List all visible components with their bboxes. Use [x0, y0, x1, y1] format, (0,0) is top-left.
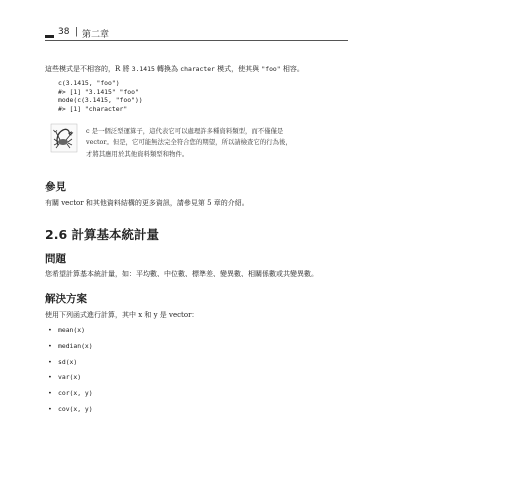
function-list — [48, 326, 93, 421]
see-also-heading: 參見 — [45, 181, 66, 193]
intro-code-str: "foo" — [261, 65, 281, 73]
chapter-name: 第二章 — [82, 30, 110, 40]
code-line: #> [1] "3.1415" "foo" — [58, 87, 139, 96]
bullet: • — [48, 341, 52, 350]
bullet: • — [48, 357, 52, 366]
tip-line: c 是一個泛型運算子，這代表它可以處理許多種資料類型，而不僅僅是 — [86, 127, 284, 135]
page-number: 38 — [58, 27, 70, 37]
function-name: var(x) — [58, 373, 82, 382]
list-item — [48, 405, 93, 421]
function-name: median(x) — [58, 341, 93, 350]
code-block — [58, 79, 143, 113]
list-item — [48, 326, 93, 342]
bullet: • — [48, 326, 52, 334]
intro-text-1: 這些模式是不相容的，R 將 — [45, 65, 132, 73]
solution-heading: 解決方案 — [45, 293, 87, 305]
code-line: c(3.1415, "foo") — [58, 79, 120, 87]
code-line: mode(c(3.1415, "foo")) — [58, 96, 143, 105]
code-line: #> [1] "character" — [58, 104, 128, 113]
scorpion-icon — [50, 123, 78, 153]
intro-code-num: 3.1415 — [131, 65, 155, 73]
bullet: • — [48, 404, 52, 413]
intro-text-3: 模式，使其與 — [214, 65, 262, 73]
book-page — [60, 0, 460, 500]
intro-code-mode: character — [180, 65, 215, 73]
bullet: • — [48, 389, 52, 398]
list-item — [48, 389, 93, 405]
function-name: mean(x) — [58, 326, 85, 334]
function-name: cov(x, y) — [58, 404, 93, 413]
function-name: sd(x) — [58, 357, 78, 366]
header-bar — [45, 35, 54, 38]
problem-text: 您希望計算基本統計量，如：平均數、中位數、標準差、變異數、相關係數或共變異數。 — [45, 270, 318, 278]
tip-line: 才將其應用於其他資料類型和物件。 — [86, 149, 189, 158]
list-item — [48, 373, 93, 389]
problem-heading: 問題 — [45, 253, 66, 265]
header-separator: | — [75, 27, 79, 37]
function-name: cor(x, y) — [58, 389, 93, 398]
section-title: 2.6 計算基本統計量 — [45, 227, 159, 242]
header-rule — [45, 40, 348, 41]
list-item — [48, 342, 93, 358]
list-item — [48, 358, 93, 374]
tip-note — [86, 126, 292, 160]
intro-text-4: 相容。 — [280, 65, 304, 73]
tip-line: vector。但是，它可能無法完全符合您的期望，所以請檢查它的行為後， — [86, 138, 292, 147]
bullet: • — [48, 373, 52, 382]
intro-text-2: 轉換為 — [154, 65, 181, 73]
solution-text: 使用下列函式進行計算，其中 x 和 y 是 vector： — [45, 311, 199, 319]
see-also-text: 有關 vector 和其他資料結構的更多資訊，請參見第 5 章的介紹。 — [45, 199, 249, 207]
running-header — [45, 27, 403, 41]
intro-paragraph — [45, 65, 304, 74]
